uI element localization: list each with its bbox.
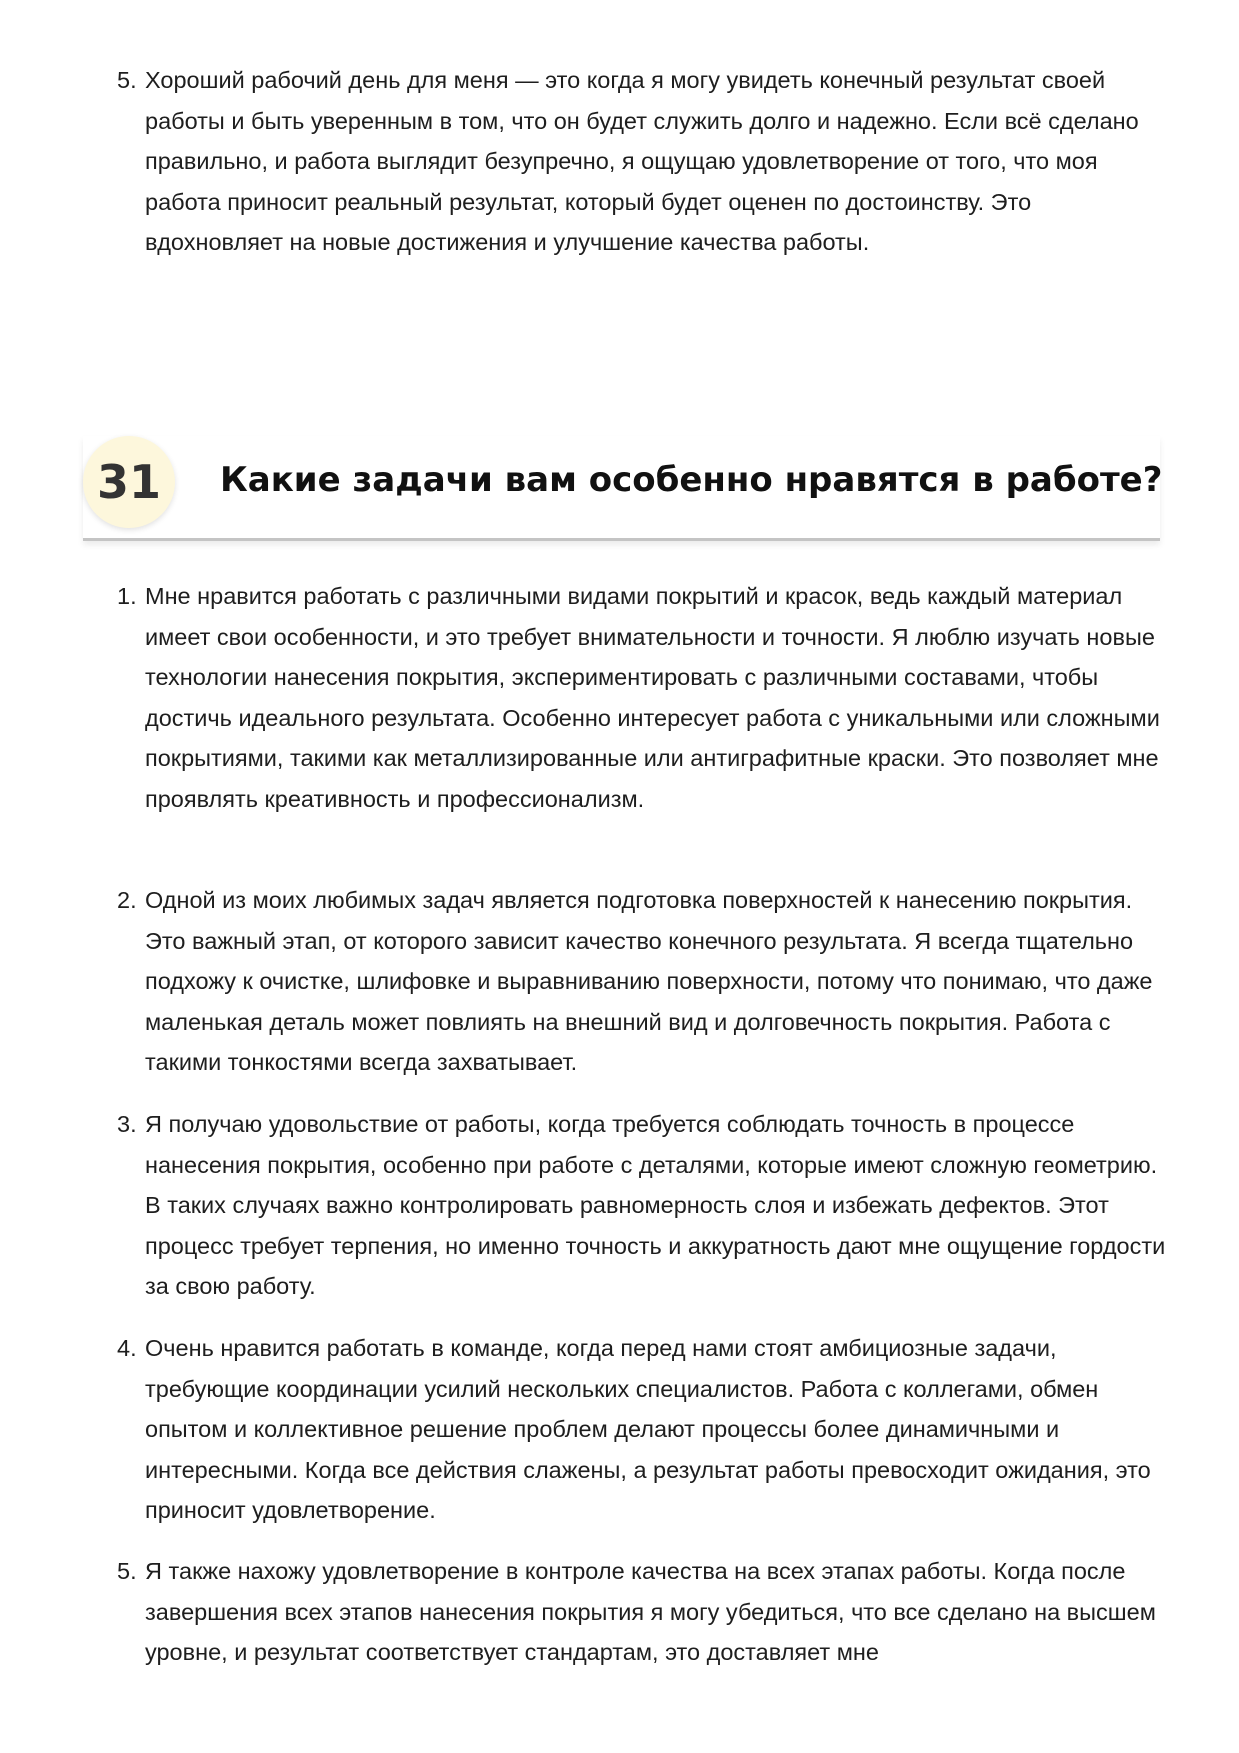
list-item [117,1551,1167,1673]
list-item-text: Мне нравится работать с различными видами покрытий и красок, ведь каждый материал имеет свои особенности, и это требует внимательности и точности. Я люблю изучать новые технологии нанесения покрытия, экспериментировать с различными составами, чтобы достичь идеального результата. Особенно интересует работа с уникальными или сложными покрытиями, такими как металлизированные или антиграфитные краски. Это позволяет мне проявлять креативность и профессионализм. [145,583,1160,812]
section-header [83,436,1163,541]
list-item-number: 3. [117,1111,137,1137]
list-item [117,576,1167,819]
section-number-badge: 31 [83,436,175,528]
list-item-text: Хороший рабочий день для меня — это когда я могу увидеть конечный результат своей работы и быть уверенным в том, что он будет служить долго и надежно. Если всё сделано правильно, и работа выглядит безупречно, я ощущаю удовлетворение от того, что моя работа приносит реальный результат, который будет оценен по достоинству. Это вдохновляет на новые достижения и улучшение качества работы. [145,67,1139,255]
list-item-text: Я также нахожу удовлетворение в контроле качества на всех этапах работы. Когда после завершения всех этапов нанесения покрытия я могу убедиться, что все сделано на высшем уровне, и результат соответствует стандартам, это доставляет мне [145,1558,1156,1665]
list-item [117,1104,1167,1307]
list-item-number: 4. [117,1335,137,1361]
list-item-number: 1. [117,583,137,609]
list-item-number: 2. [117,887,137,913]
list-item [117,1328,1167,1531]
list-item-text: Одной из моих любимых задач является подготовка поверхностей к нанесению покрытия. Это важный этап, от которого зависит качество конечного результата. Я всегда тщательно подхожу к очистке, шлифовке и выравниванию поверхности, потому что понимаю, что даже маленькая деталь может повлиять на внешний вид и долговечность покрытия. Работа с такими тонкостями всегда захватывает. [145,887,1153,1075]
list-item [117,60,1167,263]
list-item-number: 5. [117,1558,137,1584]
section-title: Какие задачи вам особенно нравятся в работе? [220,460,1163,500]
list-item-text: Я получаю удовольствие от работы, когда требуется соблюдать точность в процессе нанесения покрытия, особенно при работе с деталями, которые имеют сложную геометрию. В таких случаях важно контролировать равномерность слоя и избежать дефектов. Этот процесс требует терпения, но именно точность и аккуратность дают мне ощущение гордости за свою работу. [145,1111,1166,1299]
list-item [117,880,1167,1083]
list-item-number: 5. [117,67,137,93]
list-item-text: Очень нравится работать в команде, когда перед нами стоят амбициозные задачи, требующие координации усилий нескольких специалистов. Работа с коллегами, обмен опытом и коллективное решение проблем делают процессы более динамичными и интересными. Когда все действия слажены, а результат работы превосходит ожидания, это приносит удовлетворение. [145,1335,1151,1523]
